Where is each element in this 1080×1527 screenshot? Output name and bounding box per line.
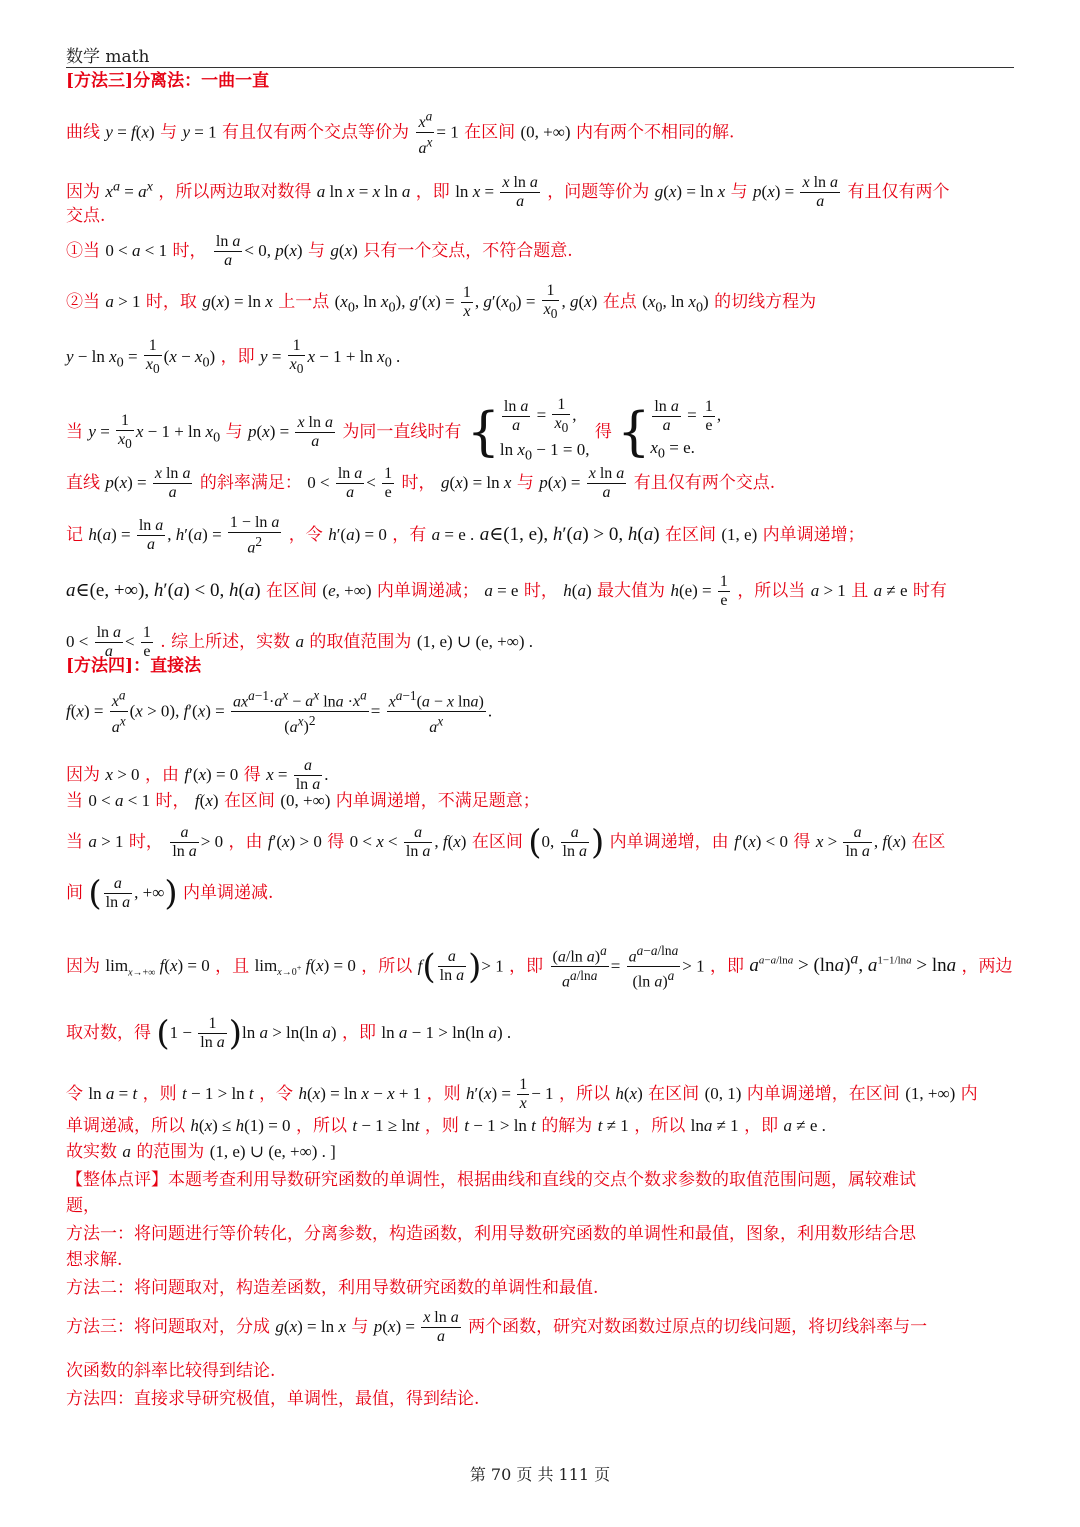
section3-title: [方法三]分离法：一曲一直 (66, 71, 270, 91)
section4-title: [方法四]：直接法 (66, 655, 202, 676)
line-2: 因为 $x^a = a^x$ ，所以两边取对数得 a ln x = x ln a ，即 ln x = $\frac{\text{x ln a}}{a}$ ，问题等价为 g(x) = ln x 与 p(x) = $\frac{\text{x ln a}}{a}$ 有且仅有两个 (66, 173, 950, 210)
line-13: 当 0 < a < 1 时， f(x) 在区间 (0, +∞) 内单调递增，不满足题意； (66, 790, 540, 811)
line-1: 曲线 y = f(x) 与 y = 1 有且仅有两个交点等价为 $\frac{x^a}{a^x}$ = 1 在区间 (0, +∞) 内有两个不相同的解. (66, 109, 735, 157)
line-10: 0 < $\frac{\text{ln a}}{a}$ < $\frac{1}{e}$ . 综上所述，实数 a 的取值范围为 (1, e) ∪ (e, +∞) . (66, 623, 534, 660)
line-7: 直线 p(x) = $\frac{\text{x ln a}}{a}$ 的斜率满足： 0 < $\frac{\text{ln a}}{a}$ < $\frac{1}{e}$ 时， g(x) = ln x 与 p(x) = $\frac{\text{x ln a}}{a}$ 有且仅有两个交点. (66, 464, 776, 501)
line-12: 因为 x > 0 ，由 f′(x) = 0 得 x = $\frac{a}{\text{ln a}}$ . (66, 756, 329, 793)
content (66, 70, 1014, 1410)
line-11: f(x) = $\frac{x^a}{a^x}$ (x > 0), f′(x) = $\frac{ax^{a-1}\cdot a^x - a^x \ln a \cdot x^a}{(a^x)^2}$ = $\frac{x^{a-1}(a - x \ln a)}{a^x}$ . (66, 687, 493, 736)
page-header: 数学 math (66, 47, 150, 67)
method1-line-1: 方法一：将问题进行等价转化，分离参数，构造函数，利用导数研究函数的单调性和最值，图象，利用数形结合思 (66, 1224, 916, 1245)
page-footer: 第 70 页 共 111 页 (469, 1465, 611, 1484)
line-16: 因为 $\lim_{x\to+\infty} f(x) = 0$ ，且 $\lim_{x\to 0^+} f(x) = 0$ ，所以 f( $\frac{a}{\text{ln a}}$ )> 1 ，即 $\frac{(a/\ln a)^a}{a^{a/lna}}$ = $\frac{a^{a-a/lna}}{(\ln a)^a}$ > 1 ，即 $a^{a-a/lna} > (\ln a)^a$, $a^{1-1/lna} > \ln a$ ，两边 (66, 942, 1013, 991)
line-17: 取对数，得 (1 − $\frac{1}{\text{ln a}}$ )ln a > ln(ln a) ，即 ln a − 1 > ln(ln a) . (66, 1013, 512, 1054)
method3-line-1: 方法三：将问题取对，分成 g(x) = ln x 与 p(x) = $\frac{\text{x ln a}}{a}$ 两个函数，研究对数函数过原点的切线问题，将切线斜率与一 (66, 1309, 928, 1346)
method4: 方法四：直接求导研究极值，单调性，最值，得到结论. (66, 1389, 480, 1410)
method2: 方法二：将问题取对，构造差函数，利用导数研究函数的单调性和最值. (66, 1278, 599, 1299)
line-2b: 交点. (66, 205, 106, 226)
line-6: 当 y = $\frac{1}{x_0}$ $x - 1 + \ln x_0$ 与 p(x) = $\frac{\text{x ln a}}{a}$ 为同一直线时有 { $\frac{\text{ln a}}{a}$ = $\frac{1}{x_0}$ , $\ln x_0 - 1 = 0$, 得 { $\frac{\text{ln a}}{a}$ = $\frac{1}{e}$ , $x_0 = e$. (66, 396, 722, 464)
line-9: a∈(e, +∞), h′(a) < 0, h(a) 在区间 (e, +∞) 内单调递减； a = e 时， h(a) 最大值为 h(e) = $\frac{1}{e}$ ，所以当 a > 1 且 a ≠ e 时有 (66, 572, 947, 609)
line-19: 单调递减，所以 h(x) ≤ h(1) = 0 ，所以 t − 1 ≥ lnt ，则 t − 1 > ln t 的解为 t ≠ 1 ，所以 lna ≠ 1 ，即 a ≠ e . (66, 1116, 826, 1137)
line-14: 当 a > 1 时， $\frac{a}{\text{ln a}}$ > 0 ，由 f′(x) > 0 得 0 < x < $\frac{a}{\text{ln a}}$ , f(x) 在区间 (0, $\frac{a}{\text{ln a}}$ ) 内单调递增，由 f′(x) < 0 得 x > $\frac{a}{\text{ln a}}$ , f(x) 在区 (66, 822, 946, 863)
line-3: ①当 0 < a < 1 时， $\frac{\text{ln a}}{a}$ < 0, p(x) 与 g(x) 只有一个交点，不符合题意. (66, 232, 573, 269)
line-4: ②当 a > 1 时，取 g(x) = ln x 上一点 ($x_0$, $\ln x_0$), g′(x) = $\frac{1}{x}$ , $g'(x_0)$ = $\frac{1}{x_0}$ , g(x) 在点 ($x_0$, $\ln x_0$) 的切线方程为 (66, 281, 817, 321)
review-line-2: 题， (66, 1196, 100, 1217)
review-line-1: 【整体点评】本题考查利用导数研究函数的单调性，根据曲线和直线的交点个数求参数的取值范围问题，属较难试 (66, 1170, 916, 1191)
line-18: 令 ln a = t ，则 t − 1 > ln t ，令 h(x) = ln x − x + 1 ，则 h′(x) = $\frac{1}{x}$ − 1 ，所以 h(x) 在区间 (0, 1) 内单调递增，在区间 (1, +∞) 内 (66, 1076, 978, 1113)
method1-line-2: 想求解. (66, 1250, 123, 1271)
header-rule (66, 67, 1014, 68)
line-8: 记 h(a) = $\frac{\text{ln a}}{a}$ , h′(a) = $\frac{\text{1 − ln a}}{a^2}$ ，令 h′(a) = 0 ，有 a = e . a∈(1, e), h′(a) > 0, h(a) 在区间 (1, e) 内单调递增； (66, 513, 865, 556)
line-20: 故实数 a 的范围为 (1, e) ∪ (e, +∞) . ] (66, 1142, 336, 1163)
line-15: 间 ( $\frac{a}{\text{ln a}}$ , +∞) 内单调递减. (66, 873, 274, 914)
method3-line-2: 次函数的斜率比较得到结论. (66, 1361, 276, 1382)
line-5: $y - \ln x_0$ = $\frac{1}{x_0}$ $(x - x_0)$ ，即 y = $\frac{1}{x_0}$ $x - 1 + \ln x_0$ . (66, 336, 401, 377)
